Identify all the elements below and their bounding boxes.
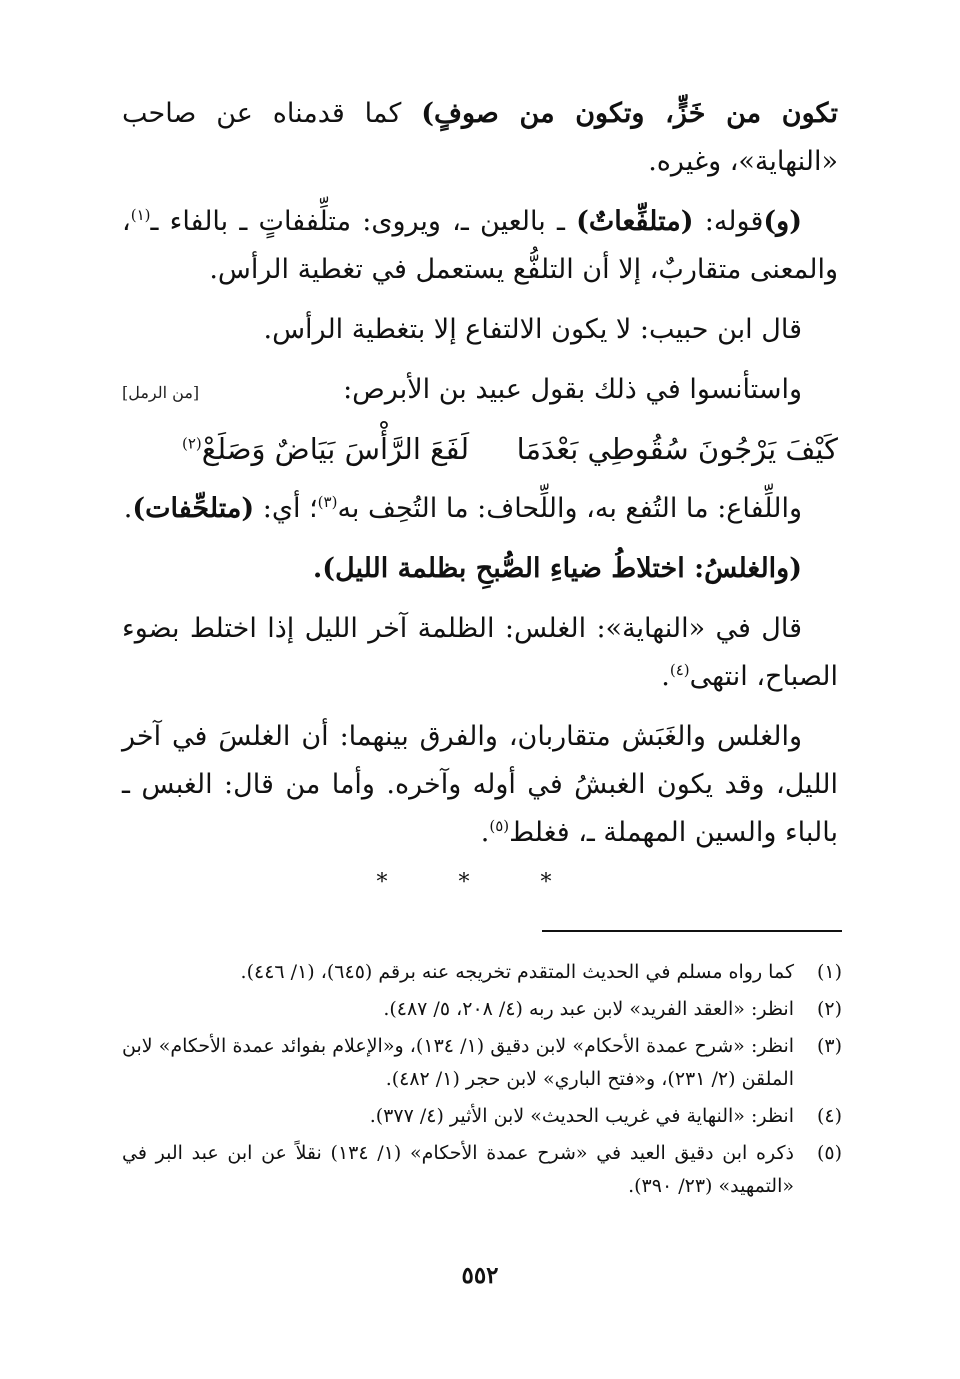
paragraph-7 (122, 713, 838, 857)
footnote-text: انظر: «العقد الفريد» لابن عبد ربه (٤/ ٢٠٨، ٥/ ٤٨٧). (383, 998, 794, 1020)
footnote-ref[interactable]: (٣) (317, 493, 338, 511)
footnote-number: (١) (816, 961, 842, 983)
quoted-hadith-text: تكون من خَزٍّ، وتكون من صوفٍ) (421, 98, 838, 129)
footnote-text: انظر: «النهاية في غريب الحديث» لابن الأثير (٤/ ٣٧٧). (369, 1105, 794, 1127)
commentary-text: ؛ أي: (254, 493, 318, 524)
verse-first-hemistich: كَيْفَ يَرْجُونَ سُقُوطِي بَعْدَمَا (516, 432, 838, 466)
main-text (122, 90, 838, 869)
commentary-text: والغلس والغَبَش متقاربان، والفرق بينهما: أن الغلسَ في آخر الليل، وقد يكون الغبشُ في أوله وآخره. وأما من قال: الغبس ـ بالباء والسين المهملة ـ، فغلط (122, 721, 838, 848)
paragraph-1 (122, 90, 838, 186)
verse-second-hemistich-text: لَفَعَ الرَّأْسَ بَيَاضٌ وَصَلَعْ (201, 432, 470, 466)
poem-intro-text: واستأنسوا في ذلك بقول عبيد بن الأبرص: (343, 374, 802, 405)
page-number: ٥٥٢ (461, 1262, 499, 1289)
commentary-text: . (661, 661, 670, 692)
footnote-number: (٥) (816, 1142, 842, 1164)
commentary-text: . (123, 493, 133, 524)
commentary-text: ـ بالعين ـ، ويروى: متلِّففاتٍ ـ بالفاء ـ (150, 206, 577, 237)
poem-verse (122, 423, 838, 475)
footnote-text: كما رواه مسلم في الحديث المتقدم تخريجه عنه برقم (٦٤٥)، (١/ ٤٤٦). (240, 961, 794, 983)
paragraph-4 (122, 485, 838, 533)
commentary-text: قوله: (693, 206, 764, 237)
footnote-item (122, 1030, 842, 1096)
poem-intro (122, 366, 838, 417)
quoted-term: (متلحِّفات) (132, 493, 255, 524)
commentary-text: كما قدمناه عن صاحب «النهاية»، وغيره. (122, 98, 838, 177)
footnote-text: انظر: «شرح عمدة الأحكام» لابن دقيق (١/ ١٣٤)، و«الإعلام بفوائد عمدة الأحكام» لابن الملقن (٢/ ٢٣١)، و«فتح الباري» لابن حجر (١/ ٤٨٢). (122, 1035, 795, 1090)
footnote-number: (٤) (816, 1105, 842, 1127)
footnote-number: (٣) (816, 1035, 842, 1057)
footnote-item (122, 993, 842, 1026)
poem-meter-label: [من الرمل] (122, 383, 200, 402)
commentary-text: واللِّفاع: ما التُفع به، واللِّحاف: ما التُحِف به (337, 493, 802, 524)
footnote-item (122, 1100, 842, 1133)
paragraph-5-quoted-hadith: (والغلسُ: اختلاطُ ضياءِ الصُّبحِ بظلمة الليل). (312, 553, 802, 584)
verse-second-hemistich (122, 423, 469, 475)
footnote-number: (٢) (816, 998, 842, 1020)
footnote-item (122, 956, 842, 989)
footnotes (122, 956, 842, 1207)
paragraph-2 (122, 198, 838, 294)
footnote-ref[interactable]: (٤) (669, 661, 690, 679)
footnote-divider (542, 930, 842, 932)
footnote-text: ذكره ابن دقيق العيد في «شرح عمدة الأحكام» (١/ ١٣٤) نقلاً عن ابن عبد البر في «التمهيد» (٢٣/ ٣٩٠). (122, 1142, 794, 1197)
section-separator: * * * (376, 870, 584, 895)
paragraph-3: قال ابن حبيب: لا يكون الالتفاع إلا بتغطية الرأس. (263, 314, 802, 345)
lead-marker: (و) (763, 206, 802, 237)
commentary-text: ، والمعنى متقاربٌ، إلا أن التلفُّع يستعمل في تغطية الرأس. (122, 206, 838, 285)
footnote-item (122, 1137, 842, 1203)
footnote-ref[interactable]: (١) (130, 206, 151, 224)
commentary-text: قال في «النهاية»: الغلس: الظلمة آخر الليل إذا اختلط بضوء الصباح، انتهى (122, 613, 838, 692)
commentary-text: . (480, 817, 490, 848)
footnote-ref[interactable]: (٢) (182, 434, 202, 453)
paragraph-6 (122, 605, 838, 701)
footnote-ref[interactable]: (٥) (489, 817, 510, 835)
quoted-term: (متلفِّعاتٌ) (576, 206, 694, 237)
